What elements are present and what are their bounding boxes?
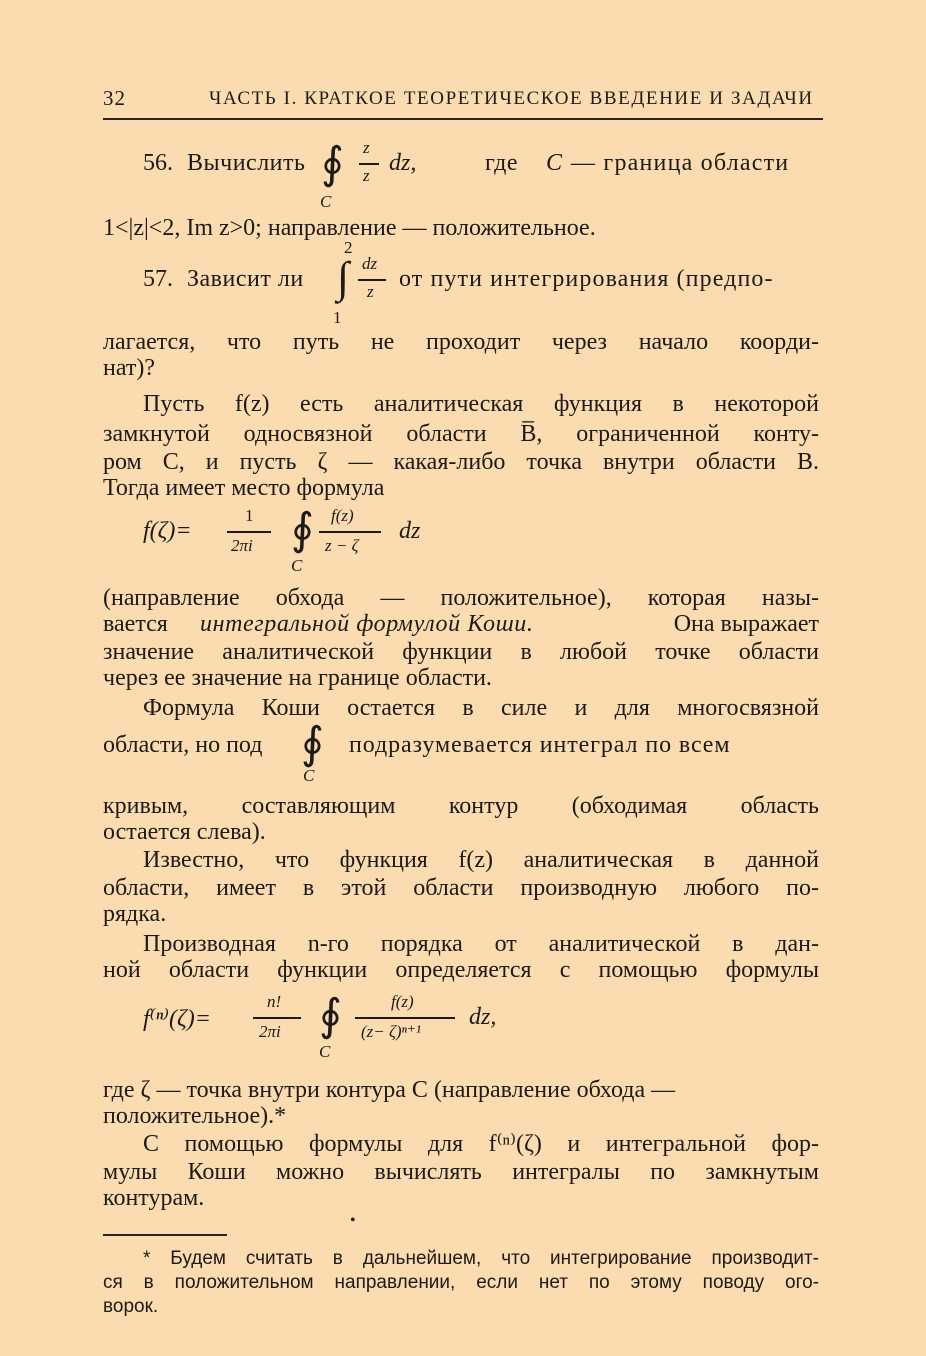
fraction-bar xyxy=(359,163,379,165)
contour-integral-icon: ∮ xyxy=(319,991,342,1040)
fraction-bar xyxy=(253,1017,301,1019)
contour-label: C xyxy=(303,766,315,785)
problem-57-line3: нат)? xyxy=(103,355,156,381)
para1-line2: замкнутой односвязной области B̅, ограниченной конту- xyxy=(103,421,819,447)
differential: dz, xyxy=(389,150,417,176)
para2-line1: (направление обхода — положительное), которая назы- xyxy=(103,585,819,611)
integrand-numerator: f(z) xyxy=(391,992,414,1011)
integrand-denominator: (z− ζ)ⁿ⁺¹ xyxy=(361,1022,421,1041)
para6-line2: положительное).* xyxy=(103,1103,287,1129)
integral-upper-limit: 2 xyxy=(344,238,353,257)
problem-56-line2: 1<|z|<2, Im z>0; направление — положительное. xyxy=(103,215,596,241)
para7-line2: мулы Коши можно вычислять интегралы по замкнутым xyxy=(103,1159,819,1185)
coefficient-numerator: 1 xyxy=(245,506,254,525)
header-rule xyxy=(103,118,823,120)
para3-line3: кривым, составляющим контур (обходимая область xyxy=(103,793,819,819)
para5-line2: ной области функции определяется с помощью формулы xyxy=(103,957,819,983)
fraction-numerator: dz xyxy=(362,254,378,273)
contour-name: C xyxy=(546,150,563,176)
problem-56-text: — граница области xyxy=(571,150,790,176)
problem-number: 56. xyxy=(143,150,173,176)
para2-line4: через ее значение на границе области. xyxy=(103,665,492,691)
para1-line1: Пусть f(z) есть аналитическая функция в некоторой xyxy=(143,391,819,417)
para5-line1: Производная n-го порядка от аналитической в дан- xyxy=(143,931,819,957)
para6-line1: где ζ — точка внутри контура C (направление обхода — xyxy=(103,1077,676,1103)
integrand-numerator: f(z) xyxy=(331,506,354,525)
problem-lead: Зависит ли xyxy=(187,266,304,292)
fraction-denominator: z xyxy=(363,166,370,185)
problem-number: 57. xyxy=(143,266,173,292)
fraction-numerator: z xyxy=(363,138,370,157)
fraction-bar xyxy=(358,279,386,281)
differential: dz xyxy=(399,518,421,544)
para4-line1: Известно, что функция f(z) аналитическая в данной xyxy=(143,847,819,873)
fraction-bar xyxy=(227,531,271,533)
problem-57-tail: от пути интегрирования (предпо- xyxy=(399,266,774,292)
fraction-denominator: z xyxy=(367,282,374,301)
footnote-line2: ся в положительном направлении, если нет по этому поводу ого- xyxy=(103,1272,819,1293)
para2-tail: Она выражает xyxy=(673,611,819,637)
para2-line3: значение аналитической функции в любой точке области xyxy=(103,639,819,665)
para2-word: вается xyxy=(103,611,168,637)
footnote-line3: ворок. xyxy=(103,1296,159,1317)
page-number: 32 xyxy=(103,86,126,110)
integral-icon: ∫ xyxy=(337,253,350,302)
para4-line3: рядка. xyxy=(103,901,167,927)
contour-label: C xyxy=(320,192,332,211)
running-title: ЧАСТЬ I. КРАТКОЕ ТЕОРЕТИЧЕСКОЕ ВВЕДЕНИЕ И ЗАДАЧИ xyxy=(209,88,814,109)
coefficient-denominator: 2πi xyxy=(259,1022,281,1041)
integrand-denominator: z − ζ xyxy=(325,536,359,555)
para7-line3: контурам. xyxy=(103,1185,205,1211)
print-speck: • xyxy=(350,1212,356,1229)
contour-label: C xyxy=(291,556,303,575)
para1-line4: Тогда имеет место формула xyxy=(103,475,385,501)
cauchy-integral-term: интегральной формулой Коши. xyxy=(200,611,534,637)
para4-line2: области, имеет в этой области производную любого по- xyxy=(103,875,819,901)
fraction-bar xyxy=(319,531,381,533)
contour-integral-icon: ∮ xyxy=(321,139,344,188)
para3-line4: остается слева). xyxy=(103,819,266,845)
para7-line1: С помощью формулы для f⁽ⁿ⁾(ζ) и интегральной фор- xyxy=(143,1131,819,1157)
where-word: где xyxy=(485,150,519,176)
contour-integral-icon: ∮ xyxy=(301,719,324,768)
problem-verb: Вычислить xyxy=(187,150,306,176)
para3-tail: подразумевается интеграл по всем xyxy=(349,732,731,758)
para3-line1: Формула Коши остается в силе и для многосвязной xyxy=(143,695,819,721)
contour-label: C xyxy=(319,1042,331,1061)
running-header xyxy=(103,86,823,116)
problem-57-line2: лагается, что путь не проходит через начало коорди- xyxy=(103,329,819,355)
fraction-bar xyxy=(355,1017,455,1019)
footnote-line1: * Будем считать в дальнейшем, что интегрирование производит- xyxy=(143,1248,819,1269)
para3-lead: области, но под xyxy=(103,732,263,758)
formula-lhs: f⁽ⁿ⁾(ζ)= xyxy=(143,1006,211,1032)
para1-line3: ром C, и пусть ζ — какая-либо точка внутри области B. xyxy=(103,449,819,475)
differential: dz, xyxy=(469,1004,497,1030)
coefficient-numerator: n! xyxy=(267,992,282,1011)
footnote-rule xyxy=(103,1234,227,1236)
coefficient-denominator: 2πi xyxy=(231,536,253,555)
contour-integral-icon: ∮ xyxy=(291,505,314,554)
integral-lower-limit: 1 xyxy=(333,308,342,327)
formula-lhs: f(ζ)= xyxy=(143,518,192,544)
